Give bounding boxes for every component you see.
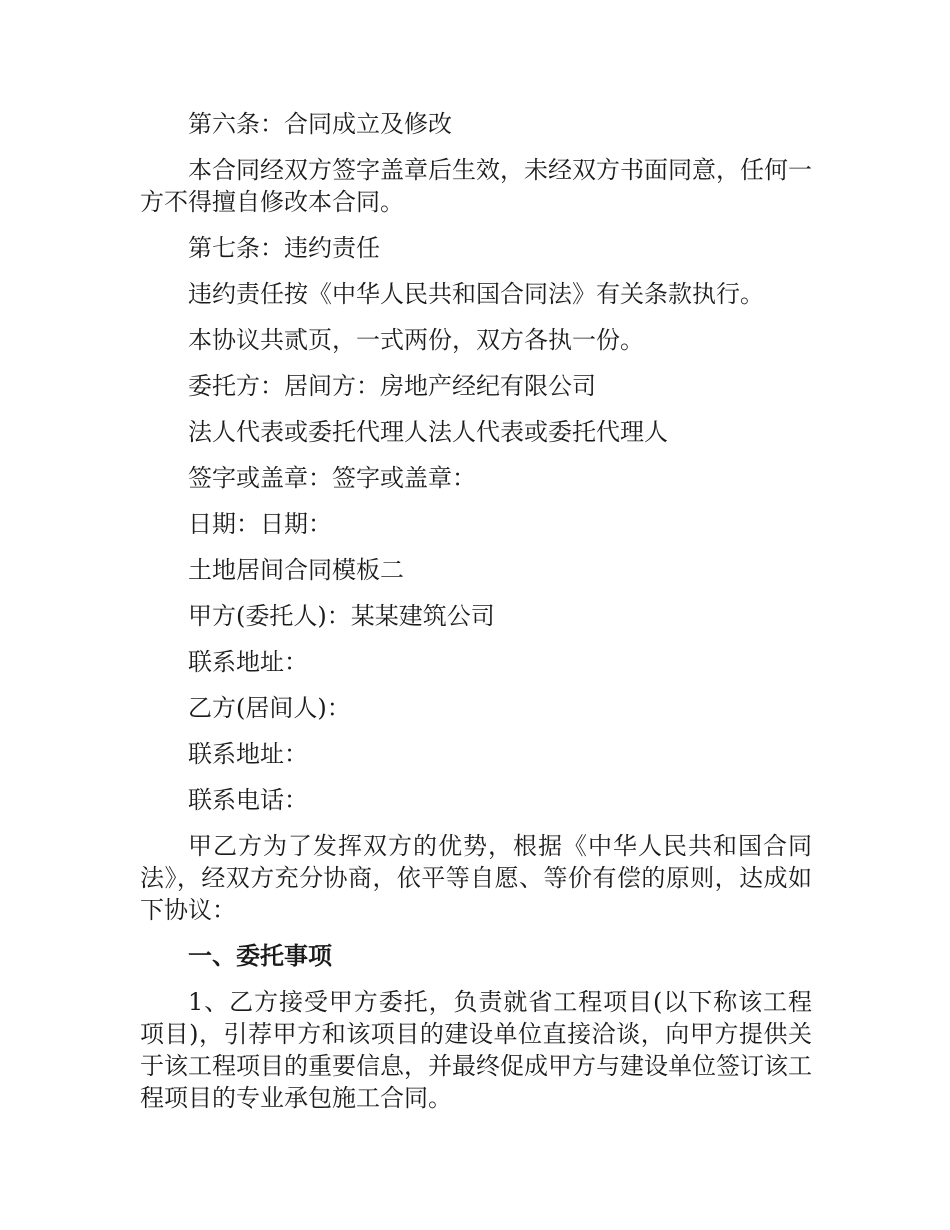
article-7-text: 违约责任按《中华人民共和国合同法》有关条款执行。	[188, 280, 764, 308]
signature-line: 签字或盖章：签字或盖章：	[188, 464, 476, 492]
party-b-line: 乙方(居间人)：	[188, 694, 351, 722]
article-6-text: 本合同经双方签字盖章后生效，未经双方书面同意，任何一方不得擅自修改本合同。	[140, 156, 812, 216]
copies-clause: 本协议共贰页，一式两份，双方各执一份。	[188, 326, 644, 354]
article-6-heading: 第六条：合同成立及修改	[188, 110, 452, 138]
template-title: 土地居间合同模板二	[188, 556, 404, 584]
document-body	[140, 108, 812, 1128]
date-line: 日期：日期：	[188, 510, 332, 538]
party-a-line: 甲方(委托人)：某某建筑公司	[188, 602, 495, 630]
section-1-heading: 一、委托事项	[188, 941, 332, 970]
preamble-text: 甲乙方为了发挥双方的优势，根据《中华人民共和国合同法》，经双方充分协商，依平等自愿、等价有偿的原则，达成如下协议：	[140, 832, 812, 924]
article-7-heading: 第七条：违约责任	[188, 234, 380, 262]
party-a-address: 联系地址：	[188, 648, 308, 676]
section-1-clause-1: 1、乙方接受甲方委托，负责就省工程项目(以下称该工程项目)，引荐甲方和该项目的建设单位直接洽谈，向甲方提供关于该工程项目的重要信息，并最终促成甲方与建设单位签订该工程项目的专业承包施工合同。	[140, 988, 812, 1112]
party-b-phone: 联系电话：	[188, 786, 308, 814]
signatory-parties: 委托方：居间方：房地产经纪有限公司	[188, 372, 596, 400]
party-b-address: 联系地址：	[188, 740, 308, 768]
representative-line: 法人代表或委托代理人法人代表或委托代理人	[188, 418, 668, 446]
